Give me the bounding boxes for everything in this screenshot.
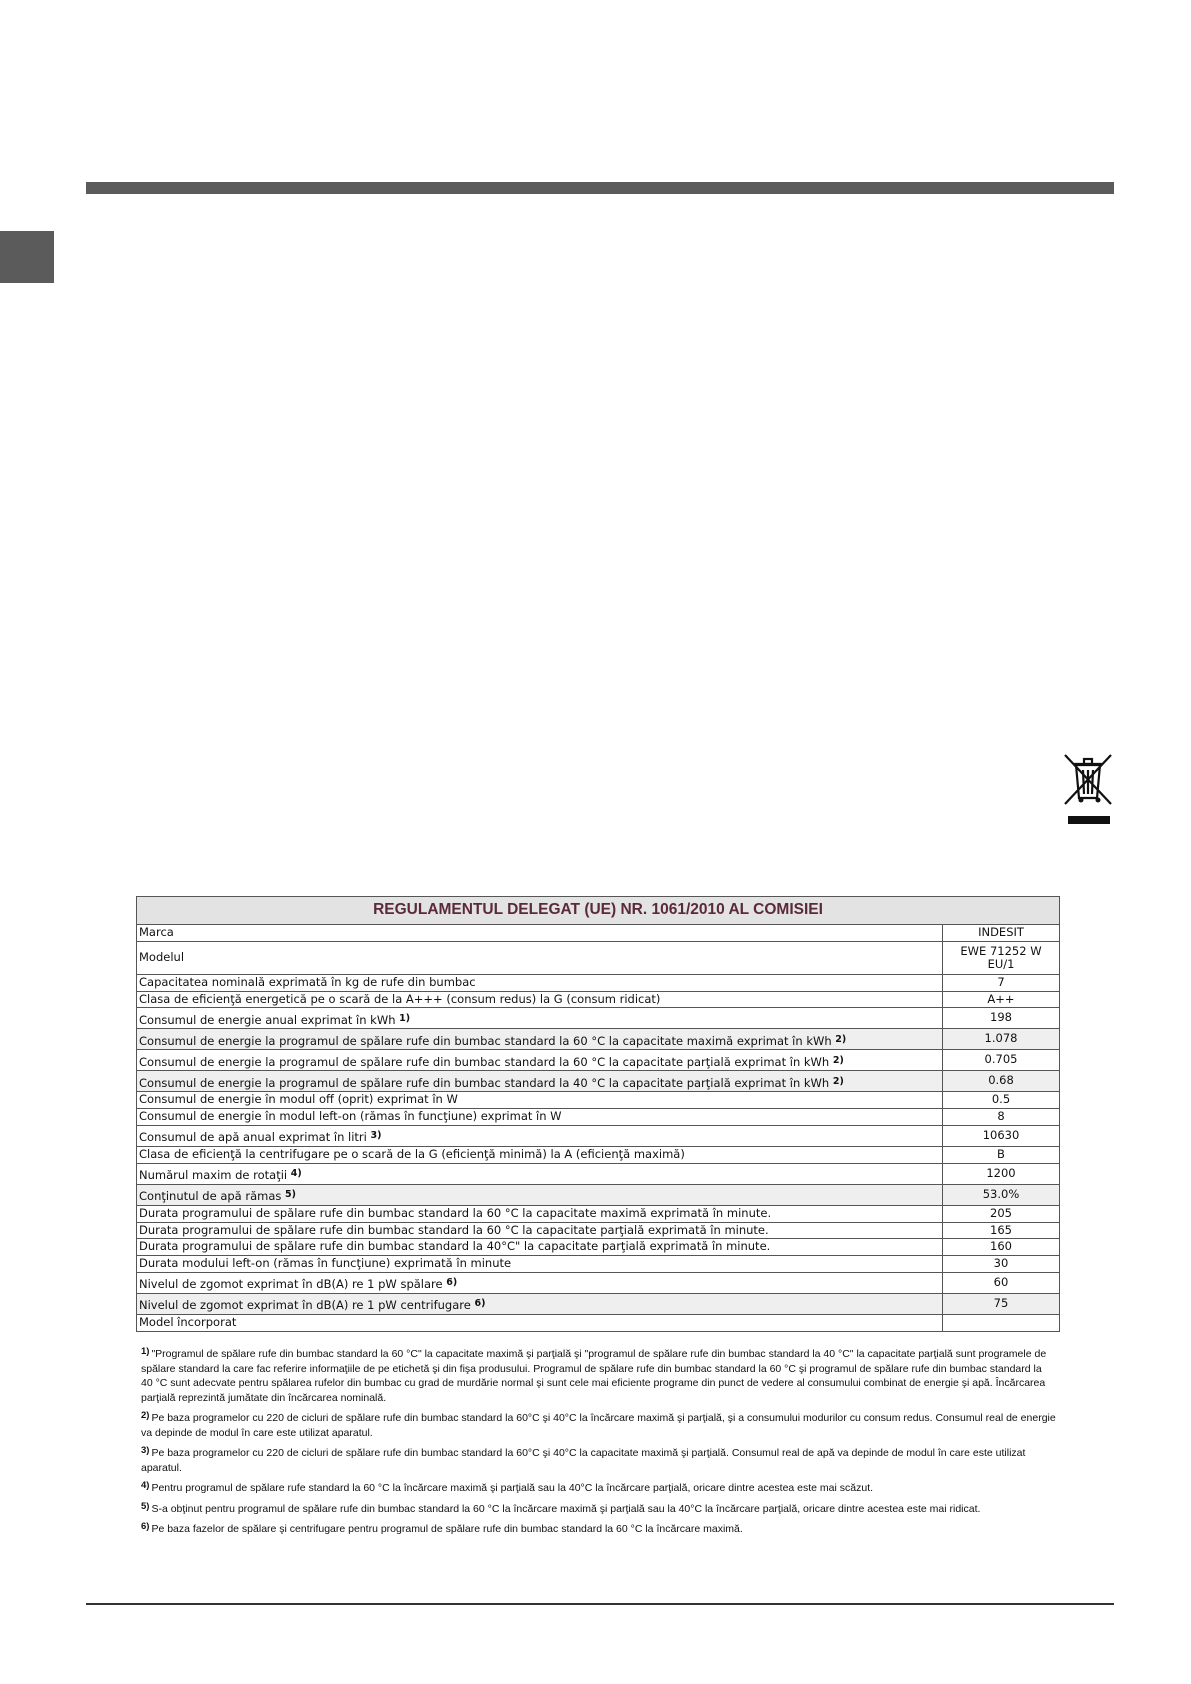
footnote-ref: 1) <box>399 1012 411 1024</box>
row-label: Marca <box>137 925 943 942</box>
row-value: 1.078 <box>943 1029 1060 1050</box>
page-side-tab <box>0 231 54 283</box>
footer-rule <box>86 1603 1114 1605</box>
row-label: Consumul de apă anual exprimat în litri $^{3)}$ <box>137 1125 943 1146</box>
row-label: Clasa de eficienţă la centrifugare pe o scară de la G (eficienţă minimă) la A (eficienţă maximă) <box>137 1146 943 1163</box>
row-label: Nivelul de zgomot exprimat în dB(A) re 1 pW spălare $^{6)}$ <box>137 1272 943 1293</box>
table-row <box>137 974 1060 991</box>
footnote-ref: 6) <box>474 1298 486 1310</box>
footnote: $^{1)}$ "Programul de spălare rufe din bumbac standard la 60 °C" la capacitate maximă şi parţială şi "programul de spălare rufe din bumbac standard la 40 °C" la capacitate parţială sunt programele de spălare standard la care fac referire informaţiile de pe etichetă şi din fişa produsului. Programul de spălare rufe din bumbac standard la 60 °C şi programul de spălare rufe din bumbac standard la 40 °C sunt adecvate pentru spălarea rufelor din bumbac cu grad de murdărie normal şi sunt cele mai eficiente programe din punct de vedere al consumului combinat de energie şi apă. Încărcarea parţială reprezintă jumătate din încărcarea nominală. <box>141 1346 1047 1404</box>
table-row <box>137 941 1060 974</box>
row-value: B <box>943 1146 1060 1163</box>
row-value: 53.0% <box>943 1184 1060 1205</box>
row-value: 1200 <box>943 1163 1060 1184</box>
row-label: Numărul maxim de rotaţii $^{4)}$ <box>137 1163 943 1184</box>
row-value: 7 <box>943 974 1060 991</box>
footnote-number: 5) <box>141 1500 150 1512</box>
footnote-ref: 3) <box>370 1130 382 1142</box>
table-row <box>137 1293 1060 1314</box>
table-row <box>137 1272 1060 1293</box>
table-row <box>137 1205 1060 1222</box>
row-label: Consumul de energie la programul de spălare rufe din bumbac standard la 60 °C la capacitate parţială exprimat în kWh $^{2)}$ <box>137 1050 943 1071</box>
row-value: EWE 71252 W EU/1 <box>943 941 1060 974</box>
row-value: 30 <box>943 1256 1060 1273</box>
row-value: 60 <box>943 1272 1060 1293</box>
row-value: 0.5 <box>943 1092 1060 1109</box>
footnote: $^{6)}$ Pe baza fazelor de spălare şi centrifugare pentru programul de spălare rufe din bumbac standard la 60 °C la încărcare maximă. <box>141 1521 743 1535</box>
row-label: Capacitatea nominală exprimată în kg de rufe din bumbac <box>137 974 943 991</box>
footnote: $^{3)}$ Pe baza programelor cu 220 de cicluri de spălare rufe din bumbac standard la 60°C şi 40°C la capacitate maximă şi parţială. Consumul real de apă va depinde de modul în care este utilizat aparatul. <box>141 1445 1026 1474</box>
row-label: Durata modului left-on (rămas în funcţiune) exprimată în minute <box>137 1256 943 1273</box>
row-label: Consumul de energie la programul de spălare rufe din bumbac standard la 60 °C la capacitate maximă exprimat în kWh $^{2)}$ <box>137 1029 943 1050</box>
footnote-ref: 6) <box>446 1277 458 1289</box>
row-label: Durata programului de spălare rufe din bumbac standard la 40°C" la capacitate parţială exprimată în minute. <box>137 1239 943 1256</box>
row-label: Consumul de energie la programul de spălare rufe din bumbac standard la 40 °C la capacitate parţială exprimat în kWh $^{2)}$ <box>137 1071 943 1092</box>
footnote-number: 6) <box>141 1521 150 1532</box>
row-value: 165 <box>943 1222 1060 1239</box>
row-label: Consumul de energie în modul left-on (rămas în funcţiune) exprimat în W <box>137 1109 943 1126</box>
row-label: Nivelul de zgomot exprimat în dB(A) re 1 pW centrifugare $^{6)}$ <box>137 1293 943 1314</box>
row-value: 10630 <box>943 1125 1060 1146</box>
row-label: Durata programului de spălare rufe din bumbac standard la 60 °C la capacitate parţială exprimată în minute. <box>137 1222 943 1239</box>
footnote-ref: 2) <box>832 1075 844 1087</box>
table-row <box>137 1050 1060 1071</box>
table-row <box>137 1314 1060 1331</box>
row-label: Durata programului de spălare rufe din bumbac standard la 60 °C la capacitate maximă exprimată în minute. <box>137 1205 943 1222</box>
row-label: Clasa de eficienţă energetică pe o scară de la A+++ (consum redus) la G (consum ridicat) <box>137 991 943 1008</box>
footnote-ref: 4) <box>290 1167 302 1179</box>
row-value: 0.68 <box>943 1071 1060 1092</box>
header-rule <box>86 182 1114 194</box>
table-row <box>137 991 1060 1008</box>
regulation-table <box>136 896 1060 1332</box>
row-value: 0.705 <box>943 1050 1060 1071</box>
footnote-number: 2) <box>141 1410 150 1421</box>
table-row <box>137 1163 1060 1184</box>
row-value: 8 <box>943 1109 1060 1126</box>
row-value: 205 <box>943 1205 1060 1222</box>
table-row <box>137 1071 1060 1092</box>
row-label: Conţinutul de apă rămas $^{5)}$ <box>137 1184 943 1205</box>
table-row <box>137 1146 1060 1163</box>
footnote: $^{2)}$ Pe baza programelor cu 220 de cicluri de spălare rufe din bumbac standard la 60°C şi 40°C la încărcare maximă şi parţială, şi a consumului modurilor cu consum redus. Consumul real de energie va depinde de modul în care este utilizat aparatul. <box>141 1410 1056 1439</box>
table-row <box>137 1029 1060 1050</box>
footnotes <box>141 1347 1056 1543</box>
table-row <box>137 1239 1060 1256</box>
footnote-number: 1) <box>141 1346 150 1357</box>
row-value <box>943 1314 1060 1331</box>
footnote: $^{5)}$ S-a obţinut pentru programul de spălare rufe din bumbac standard la 60 °C la încărcare maximă şi parţială sau la 40°C la încărcare parţială, oricare dintre acestea este mai ridicat. <box>141 1500 981 1515</box>
row-label: Consumul de energie anual exprimat în kWh $^{1)}$ <box>137 1008 943 1029</box>
footnote-ref: 5) <box>285 1188 296 1200</box>
weee-crossed-bin-icon <box>1062 752 1114 826</box>
row-label: Consumul de energie în modul off (oprit) exprimat în W <box>137 1092 943 1109</box>
table-row <box>137 925 1060 942</box>
footnote-ref: 2) <box>835 1033 847 1045</box>
footnote-number: 4) <box>141 1480 150 1491</box>
footnote-number: 3) <box>141 1445 150 1456</box>
row-value: 160 <box>943 1239 1060 1256</box>
row-label: Modelul <box>137 941 943 974</box>
row-value: 198 <box>943 1008 1060 1029</box>
row-value: 75 <box>943 1293 1060 1314</box>
table-row <box>137 1109 1060 1126</box>
row-value: INDESIT <box>943 925 1060 942</box>
row-value: A++ <box>943 991 1060 1008</box>
footnote-ref: 2) <box>832 1054 844 1066</box>
table-title: REGULAMENTUL DELEGAT (UE) NR. 1061/2010 AL COMISIEI <box>137 897 1060 925</box>
table-row <box>137 1125 1060 1146</box>
table-row <box>137 1222 1060 1239</box>
footnote: $^{4)}$ Pentru programul de spălare rufe standard la 60 °C la încărcare maximă şi parţială sau la 40°C la încărcare parţială, oricare dintre acestea este mai scăzut. <box>141 1480 874 1494</box>
table-row <box>137 1008 1060 1029</box>
table-row <box>137 1256 1060 1273</box>
table-row <box>137 1184 1060 1205</box>
row-label: Model încorporat <box>137 1314 943 1331</box>
table-row <box>137 1092 1060 1109</box>
